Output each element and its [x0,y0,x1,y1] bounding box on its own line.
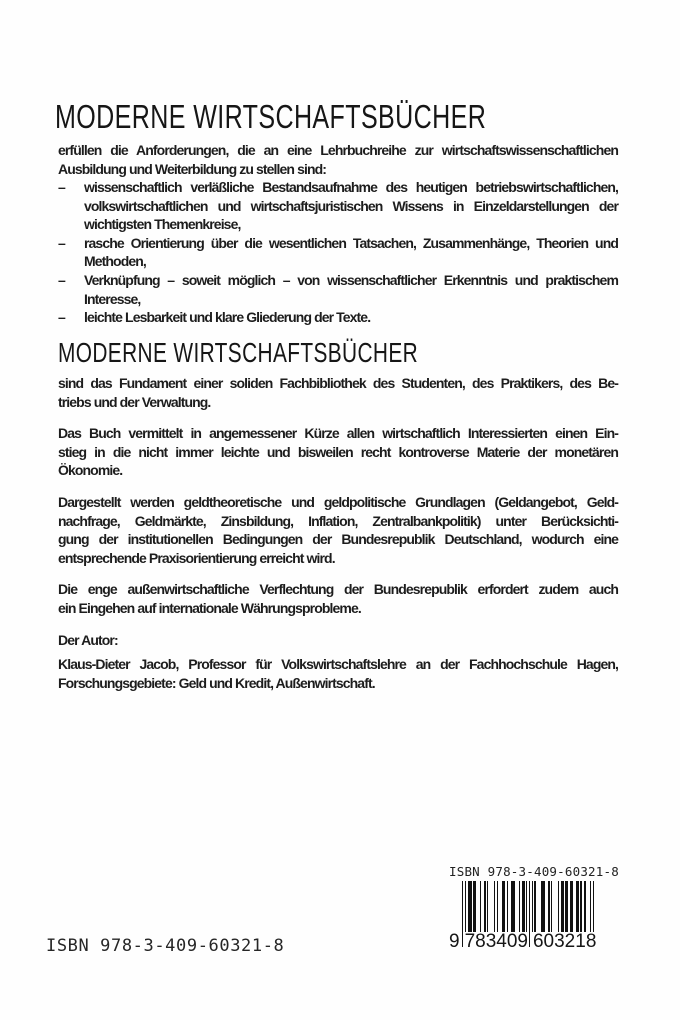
series-title-bottom: MODERNE WIRTSCHAFTSBÜCHER [58,337,419,368]
dash-bullet-icon: – [58,234,66,251]
bullet-item-text [84,178,618,234]
isbn-footer: ISBN 978-3-409-60321-8 [46,936,285,956]
paragraph [58,631,618,650]
text-line: sind das Fundament einer soliden Fachbibliothek des Studenten, des Praktikers, des Be- [58,375,618,391]
bullet-item [58,271,618,308]
text-line: rasche Orientierung über die wesentlichen Tatsachen, Zusammenhänge, Theorien und [84,234,618,251]
dash-bullet-icon: – [58,271,66,288]
barcode-digit-group: 9 [449,931,460,952]
bullet-list [58,178,618,327]
barcode-block [449,864,621,956]
text-line: Die enge außenwirtschaftliche Verflechtung der Bundesrepublik erfordert zudem auch [58,581,618,598]
bullet-item [58,178,618,234]
text-line: ein Eingehen auf internationale Währungsprobleme. [58,599,361,616]
text-line: volkswirtschaftlichen und wirtschaftsjuristischen Wissens in Einzeldarstellungen der [84,197,618,214]
paragraph [58,424,618,480]
barcode-digits [449,932,597,952]
paragraph [58,374,618,411]
text-line: stieg in die nicht immer leichte und bisweilen recht kontroverse Materie der monetären [58,443,618,460]
bullet-item-text [84,234,618,271]
paragraph [58,655,618,692]
barcode-digit-group: 783409 [464,931,528,952]
text-line: Das Buch vermittelt in angemessener Kürze allen wirtschaftlich Interessierten einen Ein- [58,425,618,442]
text-line: Ausbildung und Weiterbildung zu stellen sind: [58,160,327,177]
intro-paragraph [58,141,618,178]
barcode-isbn-label: ISBN 978-3-409-60321-8 [449,864,619,879]
barcode-digit-group: 603218 [532,931,597,952]
text-line: erfüllen die Anforderungen, die an eine Lehrbuchreihe zur wirtschaftswissenschaftlichen [58,142,618,158]
series-title-top: MODERNE WIRTSCHAFTSBÜCHER [55,98,487,135]
text-line: Forschungsgebiete: Geld und Kredit, Außenwirtschaft. [58,674,375,691]
paragraph [58,580,618,617]
text-line: gung der institutionellen Bedingungen der Bundesrepublik Deutschland, wodurch eine [58,531,618,548]
text-line: triebs und der Verwaltung. [58,393,211,410]
description-paragraphs [58,374,618,705]
paragraph [58,493,618,567]
text-line: wichtigsten Themenkreise, [84,216,241,233]
text-line: Interesse, [84,290,141,307]
text-line: Verknüpfung – soweit möglich – von wissenschaftlicher Erkenntnis und praktischem [84,271,618,288]
bullet-item [58,308,618,327]
text-line: Ökonomie. [58,462,123,479]
dash-bullet-icon: – [58,179,66,195]
text-line: nachfrage, Geldmärkte, Zinsbildung, Inflation, Zentralbankpolitik) unter Berücksichti- [58,512,618,529]
text-line: Der Autor: [58,631,118,648]
bullet-item-text [84,308,618,327]
bullet-item [58,234,618,271]
dash-bullet-icon: – [58,309,66,326]
text-line: wissenschaftlich verläßliche Bestandsaufnahme des heutigen betriebswirtschaftlichen, [84,179,618,195]
text-line: Methoden, [84,253,146,270]
bullet-item-text [84,271,618,308]
text-line: leichte Lesbarkeit und klare Gliederung der Texte. [84,309,371,326]
text-line: entsprechende Praxisorientierung erreicht wird. [58,549,335,566]
text-line: Dargestellt werden geldtheoretische und geldpolitische Grundlagen (Geldangebot, Geld- [58,493,618,510]
text-line: Klaus-Dieter Jacob, Professor für Volkswirtschaftslehre an der Fachhochschule Hagen, [58,656,618,673]
